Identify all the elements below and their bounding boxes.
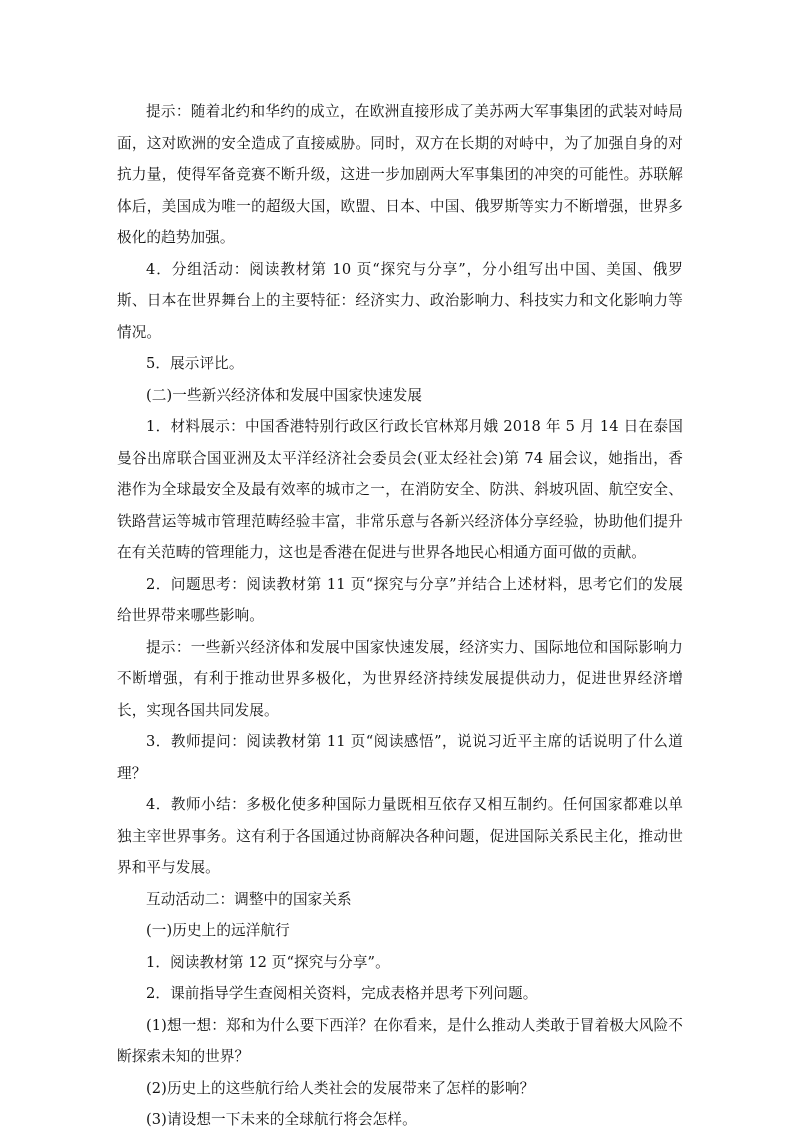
- paragraph-hint-2: 提示：一些新兴经济体和发展中国家快速发展，经济实力、国际地位和国际影响力不断增强，有利于推动世界多极化，为世界经济持续发展提供动力，促进世界经济增长，实现各国共同发展。: [117, 638, 683, 719]
- paragraph-material: 1．材料展示：中国香港特别行政区行政长官林郑月娥 2018 年 5 月 14 日在泰国曼谷出席联合国亚洲及太平洋经济社会委员会(亚太经社会)第 74 届会议，她指出，香港作为全球最安全及最有效率的城市之一，在消防安全、防洪、斜坡巩固、航空安全、铁路营运等城市管理范畴经验丰富，非常乐意与各新兴经济体分享经验，协助他们提升在有关范畴的管理能力，这也是香港在促进与世界各地民心相通方面可做的贡献。: [117, 418, 683, 561]
- paragraph-hint-1: 提示：随着北约和华约的成立，在欧洲直接形成了美苏两大军事集团的武装对峙局面，这对欧洲的安全造成了直接威胁。同时，双方在长期的对峙中，为了加强自身的对抗力量，使得军备竞赛不断升级，这进一步加剧两大军事集团的冲突的可能性。苏联解体后，美国成为唯一的超级大国，欧盟、日本、中国、俄罗斯等实力不断增强，世界多极化的趋势加强。: [117, 103, 683, 246]
- question-2: (2)历史上的这些航行给人类社会的发展带来了怎样的影响？: [146, 1079, 535, 1097]
- paragraph-teacher-question: 3．教师提问：阅读教材第 11 页“阅读感悟”，说说习近平主席的话说明了什么道理？: [117, 733, 683, 782]
- document-body: [117, 96, 683, 1136]
- question-1: (1)想一想：郑和为什么要下西洋？在你看来，是什么推动人类敢于冒着极大风险不断探索未知的世界？: [117, 1016, 683, 1065]
- activity-heading-2: 互动活动二：调整中的国家关系: [146, 890, 352, 908]
- paragraph-showcase: 5．展示评比。: [146, 355, 244, 372]
- paragraph-guide-students: 2．课前指导学生查阅相关资料，完成表格并思考下列问题。: [146, 985, 538, 1002]
- paragraph-read-textbook: 1．阅读教材第 12 页“探究与分享”。: [146, 953, 390, 971]
- paragraph-teacher-summary: 4．教师小结：多极化使多种国际力量既相互依存又相互制约。任何国家都难以单独主宰世界事务。这有利于各国通过协商解决各种问题，促进国际关系民主化，推动世界和平与发展。: [117, 796, 683, 876]
- question-3: (3)请设想一下未来的全球航行将会怎样。: [146, 1111, 417, 1128]
- section-heading-2: (二)一些新兴经济体和发展中国家快速发展: [146, 386, 423, 404]
- paragraph-question: 2．问题思考：阅读教材第 11 页“探究与分享”并结合上述材料，思考它们的发展给世界带来哪些影响。: [117, 575, 683, 624]
- section-heading-voyages: (一)历史上的远洋航行: [146, 922, 290, 939]
- paragraph-group-activity: 4．分组活动：阅读教材第 10 页“探究与分享”，分小组写出中国、美国、俄罗斯、日本在世界舞台上的主要特征：经济实力、政治影响力、科技实力和文化影响力等情况。: [117, 260, 683, 341]
